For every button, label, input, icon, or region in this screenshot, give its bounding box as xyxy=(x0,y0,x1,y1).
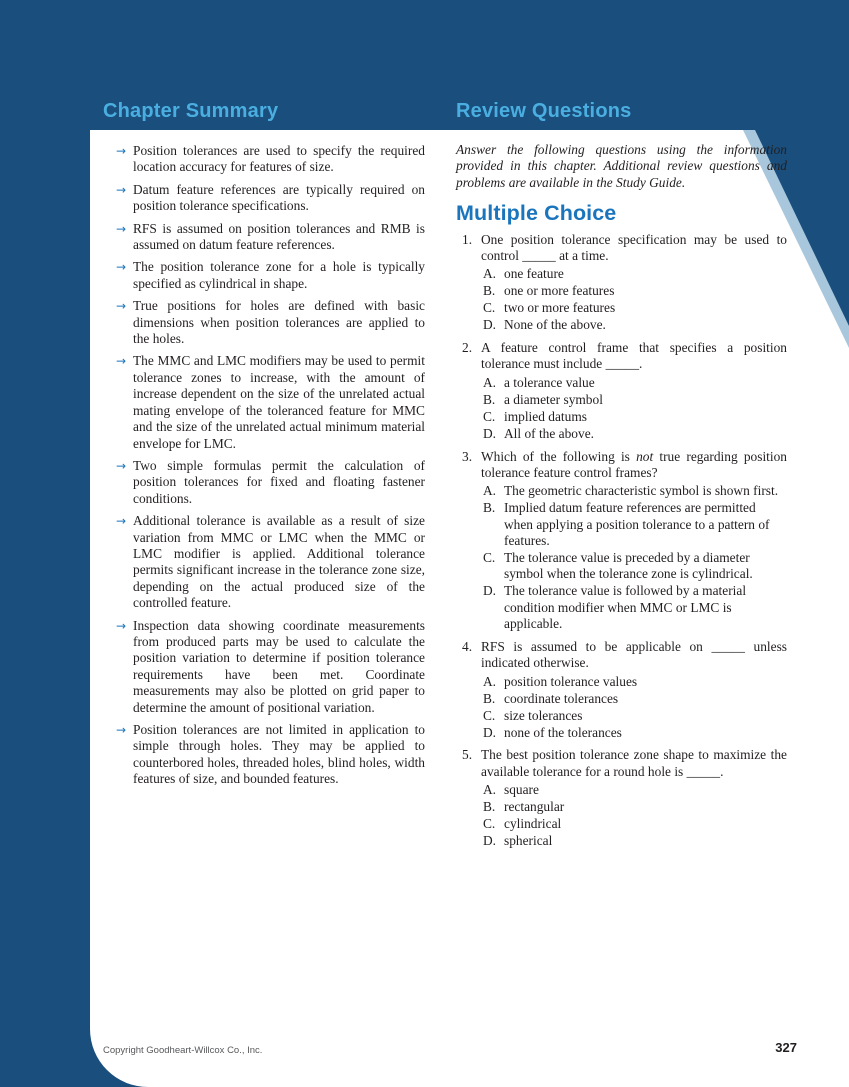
choice-letter: B. xyxy=(483,690,496,706)
answer-choice xyxy=(483,266,787,282)
question-text: A feature control frame that specifies a position tolerance must include _____. xyxy=(481,340,787,372)
choice-letter: B. xyxy=(483,500,496,516)
question-text-part: true regarding position tolerance feature control frames? xyxy=(481,448,787,480)
summary-bullet xyxy=(103,221,425,254)
choice-letter: D. xyxy=(483,832,497,848)
choice-letter: B. xyxy=(483,799,496,815)
summary-bullet xyxy=(103,182,425,215)
copyright-notice: Copyright Goodheart-Willcox Co., Inc. xyxy=(103,1045,263,1056)
summary-bullet-text: Datum feature references are typically required on position tolerance specifications. xyxy=(133,181,425,214)
answer-choice xyxy=(483,483,787,499)
choice-text: a tolerance value xyxy=(504,374,595,390)
summary-bullet xyxy=(103,513,425,611)
choice-letter: C. xyxy=(483,300,496,316)
question-body xyxy=(481,340,787,442)
question-text-italic: not xyxy=(636,448,654,464)
summary-bullet xyxy=(103,353,425,451)
arrow-bullet-icon: → xyxy=(116,260,127,275)
answer-choice xyxy=(483,674,787,690)
question-text: RFS is assumed to be applicable on _____ unless indicated otherwise. xyxy=(481,638,787,671)
summary-bullet xyxy=(103,259,425,292)
question-text-part: Which of the following is xyxy=(481,448,637,464)
choice-text: Implied datum feature references are permitted when applying a position tolerance to a pattern of features. xyxy=(504,500,770,549)
choice-letter: D. xyxy=(483,724,497,740)
choice-letter: B. xyxy=(483,283,496,299)
answer-choice xyxy=(483,725,787,741)
question-body xyxy=(481,747,787,849)
choice-text: one or more features xyxy=(504,283,615,299)
choice-letter: A. xyxy=(483,782,497,798)
arrow-bullet-icon: → xyxy=(116,144,127,158)
chapter-summary-heading: Chapter Summary xyxy=(103,100,279,122)
choice-text: spherical xyxy=(504,832,553,848)
choice-letter: A. xyxy=(483,374,497,390)
choice-text: The tolerance value is preceded by a diameter symbol when the tolerance zone is cylindrical. xyxy=(504,549,753,582)
summary-bullet-text: The MMC and LMC modifiers may be used to permit tolerance zones to increase, with the amount of increase dependent on the size of the unrelated actual mating envelope of the toleranced feature for MMC and the size of the unrelated actual minimum material envelope for LMC. xyxy=(133,353,425,451)
choice-text: size tolerances xyxy=(504,707,583,723)
answer-choice xyxy=(483,392,787,408)
choice-text: rectangular xyxy=(504,799,565,815)
summary-bullet xyxy=(103,618,425,716)
question-text: One position tolerance specification may be used to control _____ at a time. xyxy=(481,231,787,264)
summary-bullet xyxy=(103,143,425,176)
choice-letter: A. xyxy=(483,483,497,499)
question-number: 2. xyxy=(462,340,473,356)
answer-choice xyxy=(483,500,787,549)
answer-choice xyxy=(483,550,787,583)
answer-choice xyxy=(483,708,787,724)
choice-text: position tolerance values xyxy=(504,673,638,689)
choice-letter: C. xyxy=(483,408,496,424)
choice-text: square xyxy=(504,782,539,798)
question-1 xyxy=(456,232,787,334)
summary-bullet xyxy=(103,722,425,788)
intro-paragraph: Answer the following questions using the information provided in this chapter. Additional review questions and problems are available in the Study Guide. xyxy=(456,142,787,190)
review-questions-heading: Review Questions xyxy=(456,100,632,122)
question-5 xyxy=(456,747,787,849)
choice-letter: C. xyxy=(483,707,496,723)
arrow-bullet-icon: → xyxy=(116,723,127,737)
question-2 xyxy=(456,340,787,442)
question-text xyxy=(481,449,787,482)
page-number: 327 xyxy=(775,1040,797,1055)
summary-bullet-text: The position tolerance zone for a hole is typically specified as cylindrical in shape. xyxy=(133,259,425,291)
choice-letter: B. xyxy=(483,391,496,407)
answer-choice xyxy=(483,283,787,299)
summary-bullet-text: Position tolerances are not limited in application to simple through holes. They may be applied to counterbored holes, threaded holes, blind holes, width features of size, and bounded features. xyxy=(133,722,425,787)
choice-letter: A. xyxy=(483,673,497,689)
question-body xyxy=(481,639,787,741)
answer-choice xyxy=(483,426,787,442)
answer-choice xyxy=(483,409,787,425)
choice-text: two or more features xyxy=(504,300,616,316)
question-3 xyxy=(456,449,787,633)
summary-bullet xyxy=(103,458,425,507)
question-text: The best position tolerance zone shape to maximize the available tolerance for a round hole is _____. xyxy=(481,747,787,779)
answer-choice xyxy=(483,375,787,391)
question-number: 1. xyxy=(462,231,473,247)
summary-bullet-text: Position tolerances are used to specify the required location accuracy for features of size. xyxy=(133,143,425,175)
arrow-bullet-icon: → xyxy=(116,514,127,529)
question-body xyxy=(481,232,787,334)
choice-text: The geometric characteristic symbol is shown first. xyxy=(504,483,779,499)
choice-letter: D. xyxy=(483,425,497,441)
question-body xyxy=(481,449,787,633)
answer-choice xyxy=(483,799,787,815)
question-number: 3. xyxy=(462,448,473,464)
summary-bullet-text: Two simple formulas permit the calculation of position tolerances for fixed and floating fastener conditions. xyxy=(133,457,425,506)
choice-letter: A. xyxy=(483,266,497,282)
answer-choice xyxy=(483,833,787,849)
choice-text: None of the above. xyxy=(504,317,606,333)
arrow-bullet-icon: → xyxy=(116,458,127,473)
choice-text: implied datums xyxy=(504,408,587,424)
answer-choice xyxy=(483,816,787,832)
multiple-choice-heading: Multiple Choice xyxy=(456,201,617,226)
choice-text: All of the above. xyxy=(504,425,594,441)
arrow-bullet-icon: → xyxy=(116,354,127,369)
arrow-bullet-icon: → xyxy=(116,221,127,236)
choice-letter: C. xyxy=(483,549,496,565)
arrow-bullet-icon: → xyxy=(116,182,127,197)
choice-letter: D. xyxy=(483,583,497,599)
choice-text: The tolerance value is followed by a material condition modifier when MMC or LMC is applicable. xyxy=(504,583,747,632)
choice-text: none of the tolerances xyxy=(504,724,622,740)
choice-text: a diameter symbol xyxy=(504,391,603,407)
answer-choice xyxy=(483,300,787,316)
summary-bullet-text: True positions for holes are defined with basic dimensions when position tolerances are applied to the holes. xyxy=(133,298,425,347)
answer-choice xyxy=(483,317,787,333)
choice-text: one feature xyxy=(504,266,564,282)
answer-choice xyxy=(483,691,787,707)
choice-letter: C. xyxy=(483,816,496,832)
summary-bullet-text: Inspection data showing coordinate measurements from produced parts may be used to calculate the position variation to determine if position tolerance requirements have been met. Coordinate measurements may also be plotted on grid paper to determine the amount of positional variation. xyxy=(133,617,425,715)
answer-choice xyxy=(483,782,787,798)
answer-choice xyxy=(483,583,787,632)
arrow-bullet-icon: → xyxy=(116,299,127,314)
choice-letter: D. xyxy=(483,317,497,333)
summary-bullet-text: RFS is assumed on position tolerances and RMB is assumed on datum feature references. xyxy=(133,220,425,253)
question-number: 4. xyxy=(462,638,473,654)
question-number: 5. xyxy=(462,747,473,763)
choice-text: coordinate tolerances xyxy=(504,690,619,706)
choice-text: cylindrical xyxy=(504,816,562,832)
summary-bullet-text: Additional tolerance is available as a result of size variation from MMC or LMC when the MMC or LMC modifier is applied. Additional tolerance permits significant increase in the tolerance zone size, depending on the actual produced size of the controlled feature. xyxy=(133,513,425,611)
chapter-summary-column xyxy=(103,143,425,794)
question-4 xyxy=(456,639,787,741)
arrow-bullet-icon: → xyxy=(116,618,127,633)
summary-bullet xyxy=(103,298,425,347)
review-questions-column xyxy=(456,142,787,856)
